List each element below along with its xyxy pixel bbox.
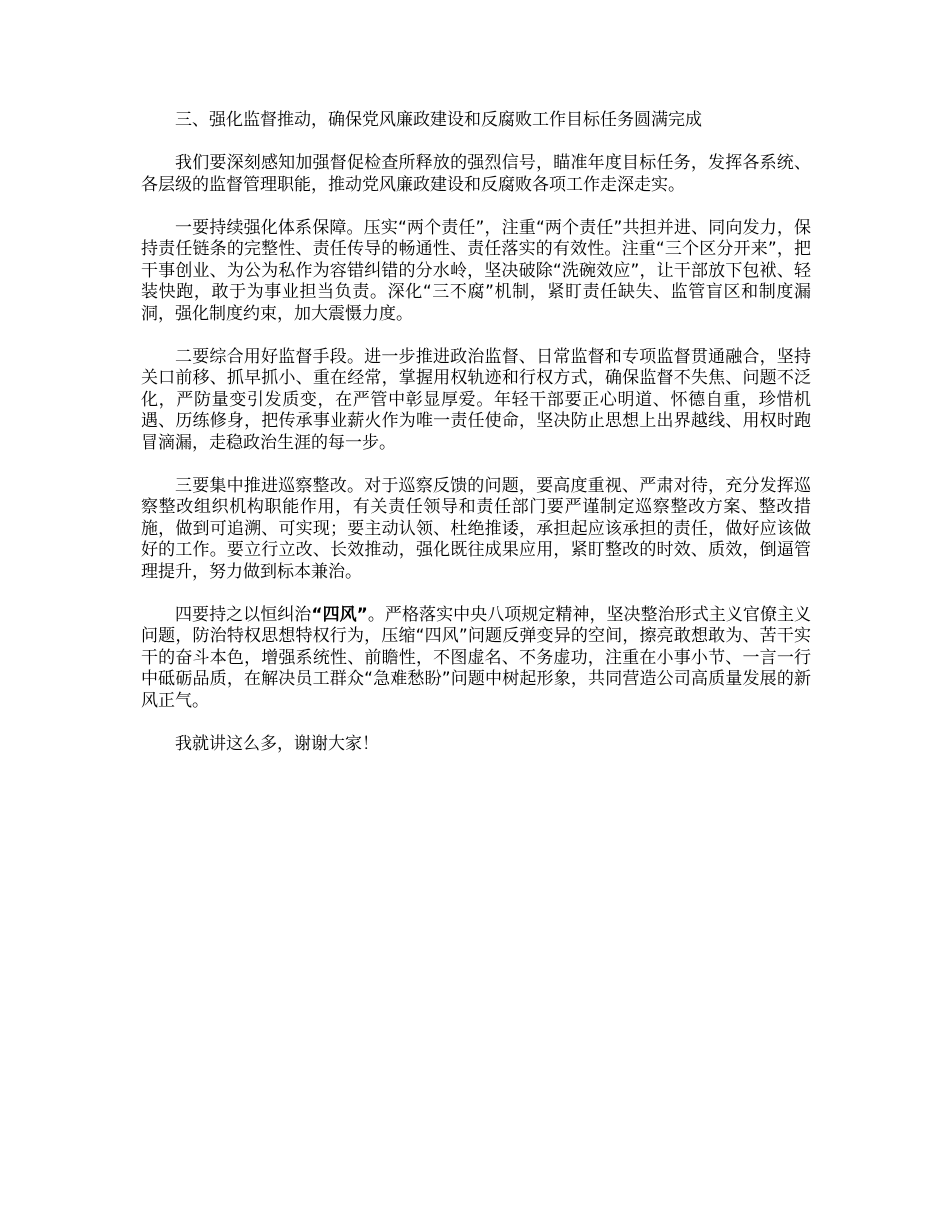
intro-paragraph: 我们要深刻感知加强督促检查所释放的强烈信号，瞄准年度目标任务，发挥各系统、各层级的监督管理职能，推动党风廉政建设和反腐败各项工作走深走实。: [141, 153, 811, 195]
point-4-rest: 。严格落实中央八项规定精神，坚决整治形式主义官僚主义问题，防治特权思想特权行为，压缩“四风”问题反弹变异的空间，擦亮敢想敢为、苦干实干的奋斗本色，增强系统性、前瞻性，不图虚名、不务虚功，注重在小事小节、一言一行中砥砺品质，在解决员工群众“急难愁盼”问题中树起形象，共同营造公司高质量发展的新风正气。: [141, 604, 811, 711]
point-2-paragraph: 二要综合用好监督手段。进一步推进政治监督、日常监督和专项监督贯通融合，坚持关口前移、抓早抓小、重在经常，掌握用权轨迹和行权方式，确保监督不失焦、问题不泛化，严防量变引发质变，在严管中彰显厚爱。年轻干部要正心明道、怀德自重，珍惜机遇、历练修身，把传承事业薪火作为唯一责任使命，坚决防止思想上出界越线、用权时跑冒滴漏，走稳政治生涯的每一步。: [141, 346, 811, 453]
point-3-paragraph: 三要集中推进巡察整改。对于巡察反馈的问题，要高度重视、严肃对待，充分发挥巡察整改组织机构职能作用，有关责任领导和责任部门要严谨制定巡察整改方案、整改措施，做到可追溯、可实现；要主动认领、杜绝推诿，承担起应该承担的责任，做好应该做好的工作。要立行立改、长效推动，强化既往成果应用，紧盯整改的时效、质效，倒逼管理提升，努力做到标本兼治。: [141, 475, 811, 582]
point-4-emphasis: “四风”: [311, 604, 368, 625]
point-1-paragraph: 一要持续强化体系保障。压实“两个责任”，注重“两个责任”共担并进、同向发力，保持责任链条的完整性、责任传导的畅通性、责任落实的有效性。注重“三个区分开来”，把干事创业、为公为私作为容错纠错的分水岭，坚决破除“洗碗效应”，让干部放下包袱、轻装快跑，敢于为事业担当负责。深化“三不腐”机制，紧盯责任缺失、监管盲区和制度漏洞，强化制度约束，加大震慑力度。: [141, 217, 811, 324]
point-4-paragraph: [141, 605, 811, 713]
section-heading: 三、强化监督推动，确保党风廉政建设和反腐败工作目标任务圆满完成: [175, 110, 702, 130]
document-body: [141, 110, 811, 777]
point-4-lead: 四要持之以恒纠治: [175, 604, 312, 625]
closing-paragraph: 我就讲这么多，谢谢大家！: [175, 733, 379, 754]
